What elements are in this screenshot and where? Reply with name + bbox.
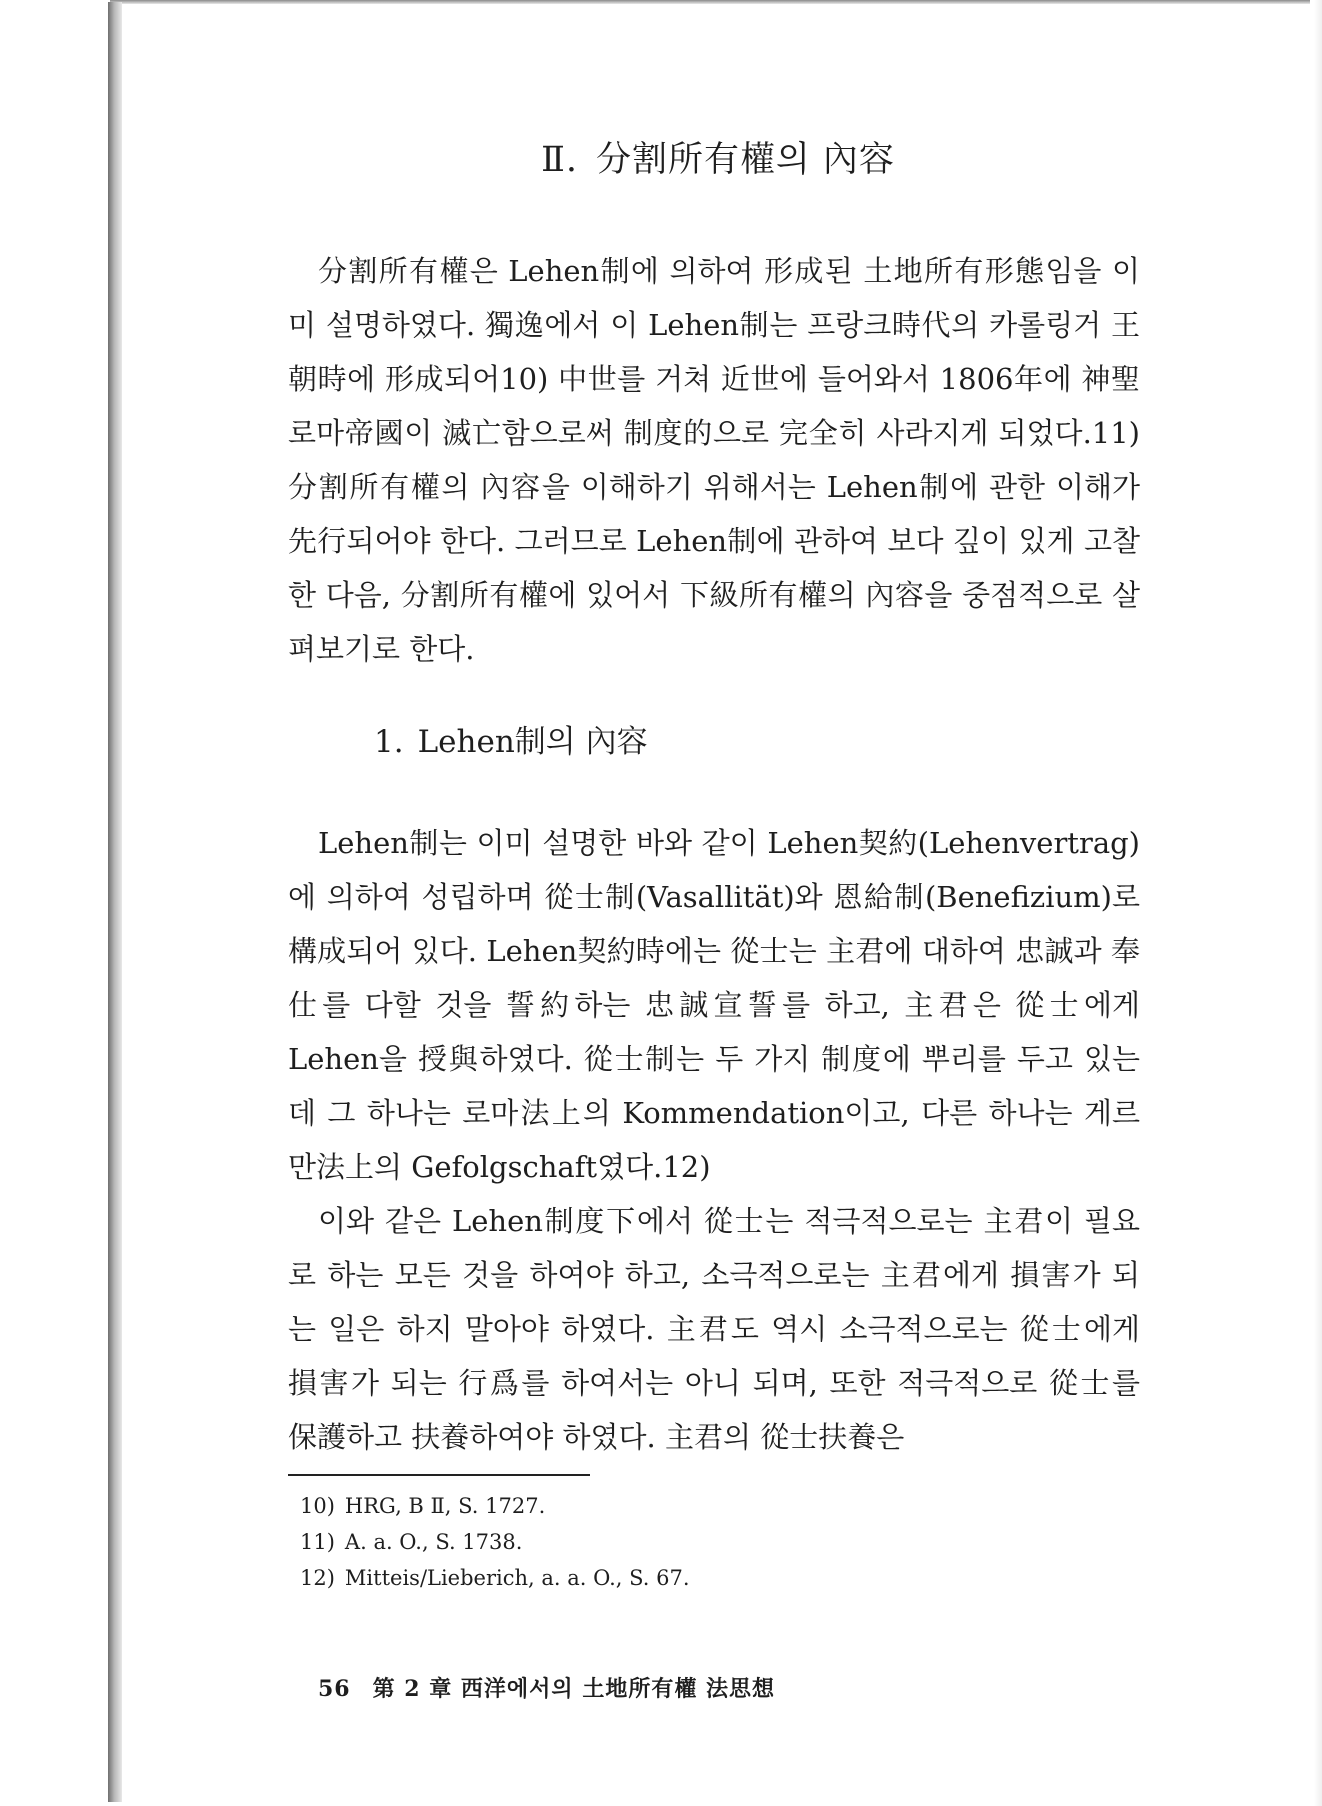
page-edge-left [108, 2, 122, 1802]
footnote-number: 12) [300, 1566, 335, 1590]
footnote-rule [288, 1474, 590, 1476]
book-page [122, 4, 1314, 1802]
subsection-title [374, 716, 648, 761]
body-paragraph: 이와 같은 Lehen制度下에서 從士는 적극적으로는 主君이 필요로 하는 모든 것을 하여야 하고, 소극적으로는 主君에게 損害가 되는 일은 하지 말아야 하였다. 主君도 역시 소극적으로는 從士에게 損害가 되는 行爲를 하여서는 아니 되며, 또한 적극적으로 從士를 保護하고 扶養하여야 하였다. 主君의 從士扶養은 [288, 1204, 1140, 1454]
subsection-title-text: Lehen制의 內容 [417, 724, 648, 760]
footnotes [300, 1488, 690, 1596]
subsection-number: 1. [374, 724, 404, 760]
footnote [300, 1560, 690, 1596]
section-number: Ⅱ. [541, 140, 578, 180]
footnote [300, 1524, 690, 1560]
footnote-text: Mitteis/Lieberich, a. a. O., S. 67. [344, 1566, 690, 1590]
section-title-text: 分割所有權의 內容 [595, 140, 895, 180]
body-paragraph: Lehen制는 이미 설명한 바와 같이 Lehen契約(Lehenvertrag)에 의하여 성립하며 從士制(Vasallität)와 恩給制(Benefizium)로 構成되어 있다. Lehen契約時에는 從士는 主君에 대하여 忠誠과 奉仕를 다할 것을 誓約하는 忠誠宣誓를 하고, 主君은 從士에게 Lehen을 授與하였다. 從士制는 두 가지 制度에 뿌리를 두고 있는데 그 하나는 로마法上의 Kommendation이고, 다른 하나는 게르만法上의 Gefolgschaft였다.12) [288, 826, 1140, 1184]
footnote-text: HRG, B Ⅱ, S. 1727. [344, 1494, 546, 1518]
running-footer [318, 1672, 775, 1703]
footnote [300, 1488, 690, 1524]
footnote-number: 10) [300, 1494, 335, 1518]
body-block [288, 816, 1140, 1464]
page-edge-right [1314, 0, 1322, 1806]
footnote-text: A. a. O., S. 1738. [344, 1530, 523, 1554]
running-footer-text: 第 2 章 西洋에서의 土地所有權 法思想 [372, 1676, 775, 1702]
page-number: 56 [318, 1676, 351, 1702]
footnote-number: 11) [300, 1530, 335, 1554]
intro-paragraph: 分割所有權은 Lehen制에 의하여 形成된 土地所有形態임을 이미 설명하였다. 獨逸에서 이 Lehen制는 프랑크時代의 카롤링거 王朝時에 形成되어10) 中世를 거쳐 近世에 들어와서 1806年에 神聖로마帝國이 滅亡함으로써 制度的으로 完全히 사라지게 되었다.11) 分割所有權의 內容을 이해하기 위해서는 Lehen制에 관한 이해가 先行되어야 한다. 그러므로 Lehen制에 관하여 보다 깊이 있게 고찰한 다음, 分割所有權에 있어서 下級所有權의 內容을 중점적으로 살펴보기로 한다. [288, 254, 1140, 666]
section-title [122, 132, 1314, 182]
intro-block [288, 244, 1140, 676]
